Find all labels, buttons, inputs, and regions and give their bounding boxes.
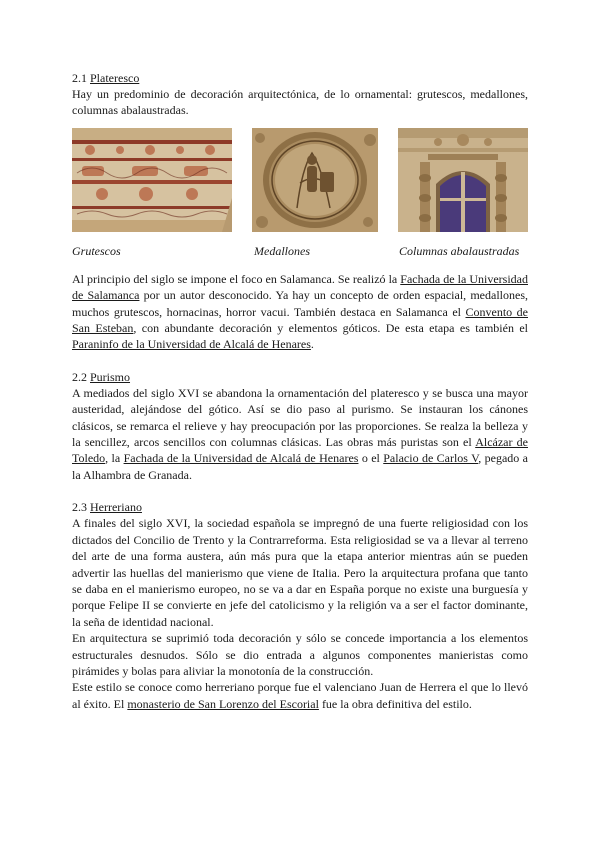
columnas-image [398, 128, 528, 232]
herreriano-p1: A finales del siglo XVI, la sociedad española se impregnó de una fuerte religiosidad con los dictados del Concilio de Trento y la Contrarreforma. Esta religiosidad se va a llevar al terreno del arte de una forma austera, aún más pura que la etapa anterior mientras aún se pueden advertir las huellas del manierismo que viene de Italia. Pero la arquitectura profana que tanto se daba en el manierismo europeo, no se va a dar en España porque no existe una burguesía y porque Felipe II se convierte en jefe del catolicismo y la religión va a ser el factor dominante, la seña de identidad nacional. [72, 516, 528, 629]
link-fachada-alcala[interactable]: Fachada de la Universidad de Alcalá de Henares [123, 451, 359, 466]
purismo-body: A mediados del siglo XVI se abandona la ornamentación del plateresco y se busca una mayor austeridad, alejándose del gótico. Así se dio paso al purismo. Se instauran los cánones clásicos, se remarca el relieve y hay preocupación por las proporciones. Se realza la belleza y la sencillez, arcos sencillos con columnas clásicas. Las obras más puristas son el Alcázar de Toledo, la Fachada de la Universidad de Alcalá de Henares o el Palacio de Carlos V, pegado a la Alhambra de Granada. [72, 385, 528, 482]
caption-medallones: Medallones [254, 243, 310, 258]
section-title-purismo: Purismo [90, 369, 131, 384]
section-heading-herreriano: 2.3 Herreriano [72, 500, 142, 515]
link-palacio-carlos-v[interactable]: Palacio de Carlos V [383, 451, 479, 466]
caption-columnas: Columnas abalaustradas [399, 243, 520, 258]
link-alcazar-toledo[interactable]: Alcázar de Toledo [72, 435, 528, 466]
section-title-plateresco: Plateresco [90, 71, 140, 85]
image-captions [72, 244, 528, 262]
section-heading-purismo: 2.2 Purismo [72, 369, 131, 384]
grutescos-image [72, 128, 232, 232]
section-heading-plateresco: 2.1 Plateresco [72, 71, 140, 85]
medallones-image [252, 128, 378, 232]
plateresco-intro: Hay un predominio de decoración arquitectónica, de lo ornamental: grutescos, medallones, columnas abalaustradas. [72, 87, 528, 118]
section-title-herreriano: Herreriano [90, 500, 142, 515]
herreriano-p3: Este estilo se conoce como herreriano porque fue el valenciano Juan de Herrera el que lo llevó al éxito. El monasterio de San Lorenzo del Escorial fue la obra definitiva del estilo. [72, 680, 528, 711]
link-convento-san-esteban[interactable]: Convento de San Esteban [72, 304, 528, 336]
document-page [72, 70, 528, 712]
link-paraninfo-alcala[interactable]: Paraninfo de la Universidad de Alcalá de Henares [72, 337, 311, 352]
caption-grutescos: Grutescos [72, 243, 121, 258]
link-fachada-salamanca[interactable]: Fachada de la Universidad de Salamanca [72, 271, 528, 303]
image-gallery [72, 128, 528, 232]
plateresco-body: Al principio del siglo se impone el foco en Salamanca. Se realizó la Fachada de la Universidad de Salamanca por un autor desconocido. Ya hay un concepto de orden espacial, medallones, muchos grutescos, hornacinas, horror vacui. También destaca en Salamanca el Convento de San Esteban, con abundante decoración y elementos góticos. De esta etapa es también el Paraninfo de la Universidad de Alcalá de Henares. [72, 271, 528, 352]
link-monasterio-escorial[interactable]: monasterio de San Lorenzo del Escorial [127, 696, 319, 711]
herreriano-p2: En arquitectura se suprimió toda decoración y sólo se concede importancia a los elementos estructurales desnudos. Sólo se dio entrada a algunos componentes manieristas como pirámides y bolas para aliviar la monotonía de la construcción. [72, 631, 528, 678]
